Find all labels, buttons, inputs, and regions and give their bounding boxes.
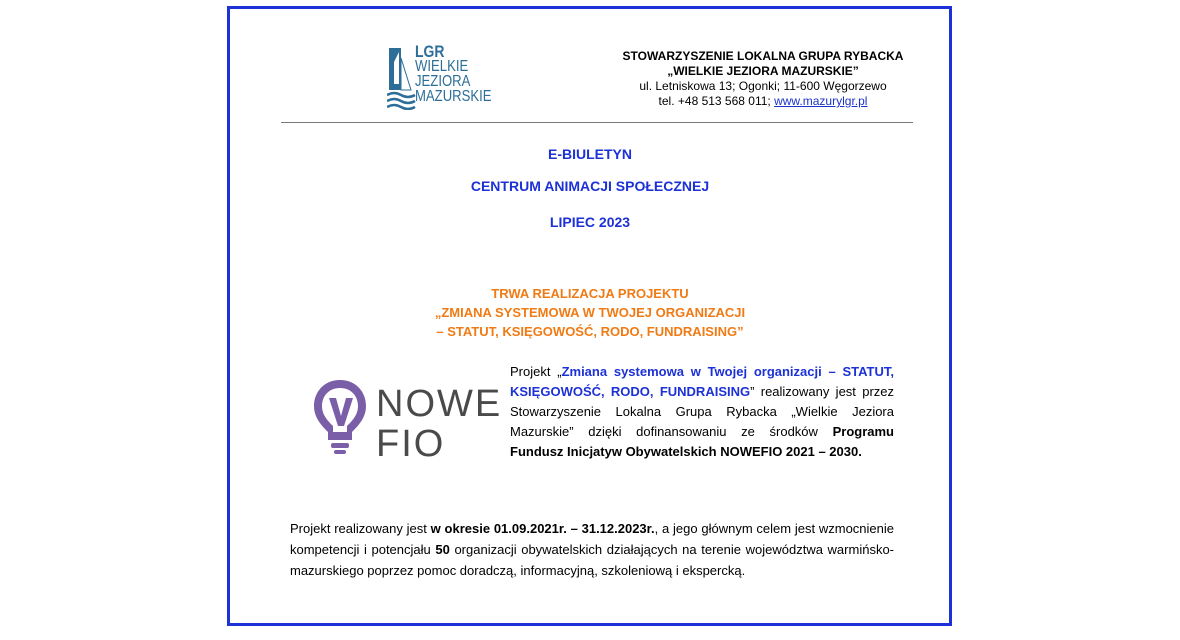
- summary-text3: organizacji obywatelskich działających na terenie województwa warmińsko-mazurskiego poprzez pomoc doradczą, informacyjną, szkoleniową i ekspercką.: [290, 542, 894, 578]
- center-title: CENTRUM ANIMACJI SPOŁECZNEJ: [470, 178, 710, 194]
- issue-date: LIPIEC 2023: [549, 214, 631, 230]
- lgr-logo-line1: LGR: [415, 42, 445, 61]
- lightbulb-icon: [310, 376, 370, 456]
- nowe-fio-text: [376, 384, 502, 464]
- desc-program-name: Programu Fundusz Inicjatyw Obywatelskich NOWEFIO 2021 – 2030.: [510, 424, 894, 459]
- project-title-line1: TRWA REALIZACJA PROJEKTU: [491, 286, 689, 301]
- summary-text1: Projekt realizowany jest: [290, 521, 431, 536]
- org-address: ul. Letniskowa 13; Ogonki; 11-600 Węgorzewo: [639, 79, 887, 93]
- summary-text2: , a jego głównym celem jest wzmocnienie kompetencji i potencjału: [290, 521, 894, 557]
- org-name-line1: STOWARZYSZENIE LOKALNA GRUPA RYBACKA: [622, 49, 904, 63]
- project-title-line3: – STATUT, KSIĘGOWOŚĆ, RODO, FUNDRAISING”: [436, 324, 744, 339]
- project-title-line2: „ZMIANA SYSTEMOWA W TWOJEJ ORGANIZACJI: [434, 305, 746, 320]
- header-divider: [281, 122, 913, 123]
- desc-project-name: Zmiana systemowa w Twojej organizacji – STATUT, KSIĘGOWOŚĆ, RODO, FUNDRAISING: [510, 364, 894, 399]
- bulletin-title: E-BIULETYN: [548, 146, 632, 162]
- summary-count: 50: [435, 542, 450, 557]
- lgr-logo-line2: WIELKIE: [415, 58, 469, 75]
- org-name-line2: „WIELKIE JEZIORA MAZURSKIE”: [667, 64, 859, 78]
- lgr-logo-text: [415, 44, 492, 104]
- lgr-logo: [387, 44, 509, 112]
- lgr-logo-line3: JEZIORA: [415, 73, 471, 90]
- nowe-fio-line1: NOWE: [376, 383, 503, 425]
- summary-period: w okresie 01.09.2021r. – 31.12.2023r.: [430, 521, 655, 536]
- nowe-fio-line2: FIO: [376, 423, 446, 465]
- project-summary: [290, 518, 894, 581]
- project-description: [510, 362, 894, 462]
- nowe-fio-logo: [300, 374, 503, 466]
- org-phone: tel. +48 513 568 011;: [658, 94, 775, 108]
- organization-header: [598, 49, 928, 109]
- org-contact: [598, 94, 928, 109]
- desc-text1: Projekt „: [510, 364, 562, 379]
- sailboat-waves-icon: [387, 44, 417, 110]
- desc-text2: ” realizowany jest przez Stowarzyszenie Lokalna Grupa Rybacka „Wielkie Jeziora Mazurskie” dzięki dofinansowaniu ze środków: [510, 384, 894, 439]
- lgr-logo-line4: MAZURSKIE: [415, 88, 492, 105]
- org-website-link[interactable]: www.mazurylgr.pl: [774, 94, 868, 108]
